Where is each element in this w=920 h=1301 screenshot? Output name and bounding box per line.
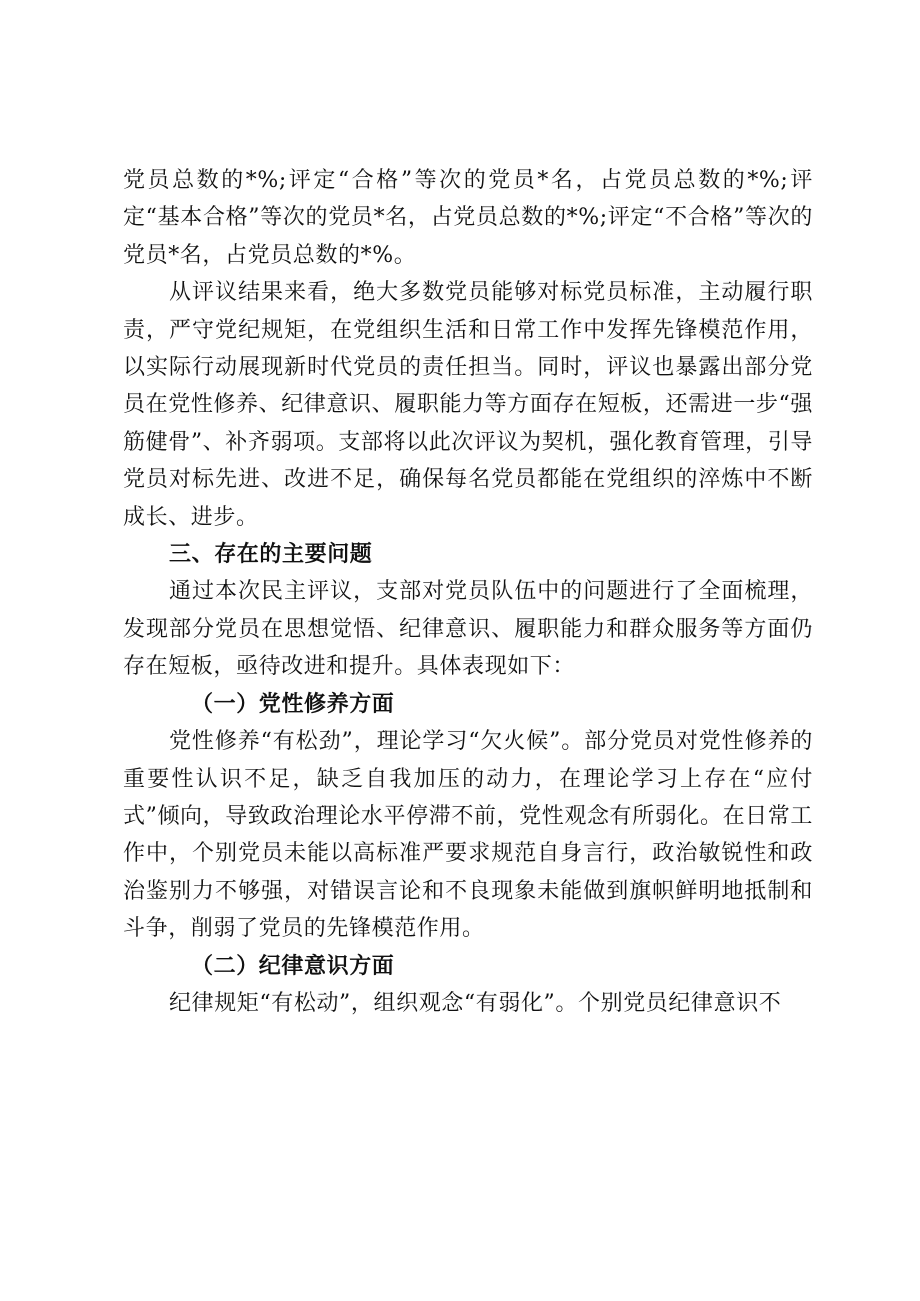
subheading-discipline: （二）纪律意识方面 [191,952,395,979]
section-heading-main-problems: 三、存在的主要问题 [169,541,373,568]
paragraph-party-spirit: 党性修养“有松劲”，理论学习“欠火候”。部分党员对党性修养的重要性认识不足，缺乏自我加压的动力，在理论学习上存在“应付式”倾向，导致政治理论水平停滞不前，党性观念有所弱化。在日常工作中，个别党员未能以高标准严要求规范自身言行，政治敏锐性和政治鉴别力不够强，对错误言论和不良现象未能做到旗帜鲜明地抵制和斗争，削弱了党员的先锋模范作用。 [123,729,813,942]
paragraph-member-statistics: 党员总数的*%;评定“合格”等次的党员*名，占党员总数的*%;评定“基本合格”等次的党员*名，占党员总数的*%;评定“不合格”等次的党员*名，占党员总数的*%。 [123,168,813,268]
paragraph-problems-intro: 通过本次民主评议，支部对党员队伍中的问题进行了全面梳理，发现部分党员在思想觉悟、纪律意识、履职能力和群众服务等方面仍存在短板，亟待改进和提升。具体表现如下： [123,579,813,680]
document-body [123,162,813,1022]
paragraph-evaluation-results: 从评议结果来看，绝大多数党员能够对标党员标准，主动履行职责，严守党纪规矩，在党组织生活和日常工作中发挥先锋模范作用，以实际行动展现新时代党员的责任担当。同时，评议也暴露出部分党员在党性修养、纪律意识、履职能力等方面存在短板，还需进一步“强筋健骨”、补齐弱项。支部将以此次评议为契机，强化教育管理，引导党员对标先进、改进不足，确保每名党员都能在党组织的淬炼中不断成长、进步。 [123,280,813,530]
subheading-party-spirit: （一）党性修养方面 [191,690,395,717]
paragraph-discipline: 纪律规矩“有松动”，组织观念“有弱化”。个别党员纪律意识不 [169,990,782,1016]
